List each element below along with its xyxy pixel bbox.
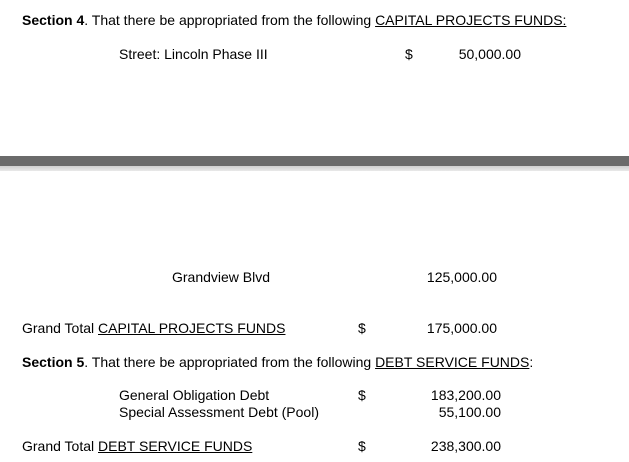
- street-lincoln-label: Street: Lincoln Phase III: [119, 46, 268, 62]
- section-5-heading: [22, 354, 533, 370]
- grandview-amount: 125,000.00: [426, 269, 497, 285]
- capital-grand-total-amount: 175,000.00: [426, 320, 497, 336]
- debt-grand-total-prefix: Grand Total: [22, 438, 99, 454]
- capital-grand-total-prefix: Grand Total: [22, 320, 99, 336]
- capital-projects-funds-link: CAPITAL PROJECTS FUNDS:: [375, 12, 567, 28]
- debt-grand-total-label: [22, 438, 252, 454]
- debt-grand-total-fund: DEBT SERVICE FUNDS: [98, 438, 253, 454]
- capital-grand-total-fund: CAPITAL PROJECTS FUNDS: [98, 320, 286, 336]
- section-4-intro: . That there be appropriated from the following: [84, 12, 376, 28]
- debt-grand-total-currency: $: [358, 438, 366, 454]
- section-5-intro: . That there be appropriated from the following: [84, 354, 376, 370]
- general-obligation-currency: $: [358, 387, 366, 403]
- section-5-colon: :: [529, 354, 534, 370]
- special-assessment-label: Special Assessment Debt (Pool): [119, 404, 319, 420]
- street-lincoln-currency: $: [405, 46, 413, 62]
- debt-grand-total-amount: 238,300.00: [430, 438, 501, 454]
- grandview-label: Grandview Blvd: [172, 269, 271, 285]
- section-4-label: Section 4: [22, 12, 85, 28]
- general-obligation-amount: 183,200.00: [430, 387, 501, 403]
- page-divider: [0, 156, 629, 171]
- capital-grand-total-currency: $: [358, 320, 366, 336]
- debt-service-funds-link: DEBT SERVICE FUNDS: [375, 354, 530, 370]
- section-4-heading: [22, 12, 566, 28]
- section-5-label: Section 5: [22, 354, 85, 370]
- special-assessment-amount: 55,100.00: [438, 404, 501, 420]
- general-obligation-label: General Obligation Debt: [119, 387, 270, 403]
- capital-grand-total-label: [22, 320, 285, 336]
- street-lincoln-amount: 50,000.00: [458, 46, 521, 62]
